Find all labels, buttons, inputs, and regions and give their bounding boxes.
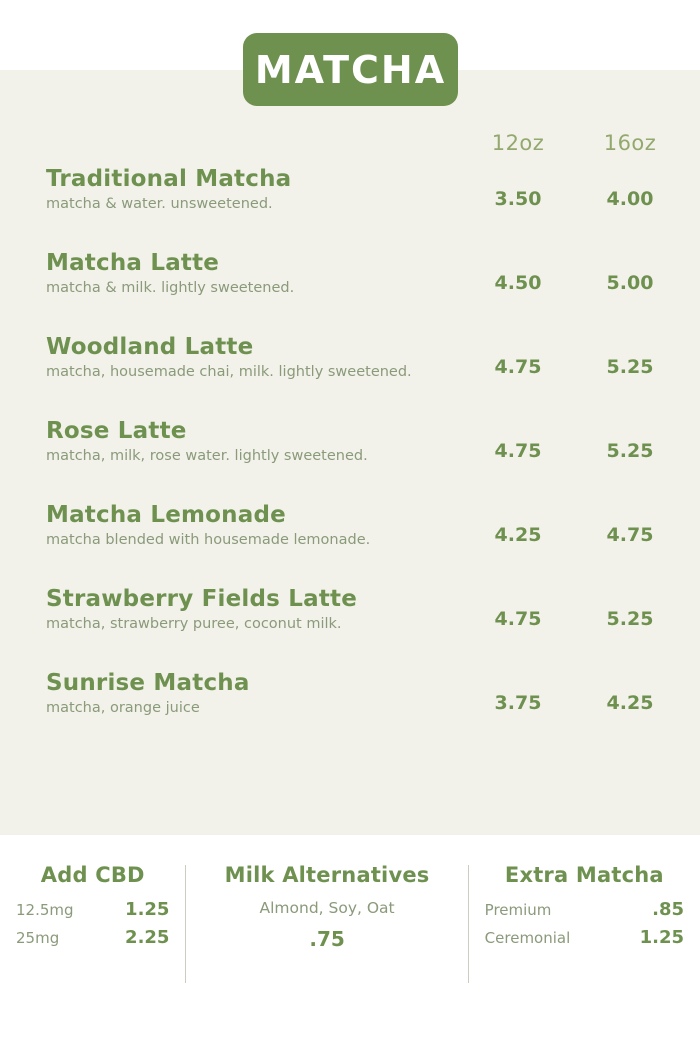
addon-price: 1.25 xyxy=(639,927,685,948)
menu-item-text xyxy=(0,166,460,215)
addon-group-title: Extra Matcha xyxy=(504,863,664,887)
menu-item xyxy=(0,414,700,498)
addon-label: 25mg xyxy=(16,929,60,947)
menu-item-description: matcha & water. unsweetened. xyxy=(46,196,273,213)
addon-group-extra-matcha xyxy=(469,845,700,955)
menu-item-description: matcha, milk, rose water. lightly sweetened. xyxy=(46,448,368,465)
milk-price: .75 xyxy=(309,927,345,951)
page-title: MATCHA xyxy=(254,47,447,92)
menu-item-price-16oz: 4.25 xyxy=(606,692,654,714)
menu-item-description: matcha, housemade chai, milk. lightly sweetened. xyxy=(46,364,412,381)
menu-item-price-12oz: 3.75 xyxy=(494,692,542,714)
column-header-12oz: 12oz xyxy=(491,131,545,155)
addon-price: 2.25 xyxy=(125,927,170,948)
menu-list xyxy=(0,162,700,750)
addon-group-title: Add CBD xyxy=(40,863,145,887)
menu-item-price-16oz: 5.25 xyxy=(606,440,654,462)
addon-label: Premium xyxy=(484,901,552,919)
addons-section xyxy=(0,845,700,1005)
addon-row xyxy=(0,899,185,920)
menu-item-name: Woodland Latte xyxy=(46,334,254,360)
menu-item-text xyxy=(0,502,460,551)
menu-item-description: matcha & milk. lightly sweetened. xyxy=(46,280,295,297)
menu-item xyxy=(0,162,700,246)
menu-item-text xyxy=(0,586,460,635)
menu-item-price-16oz: 5.25 xyxy=(606,608,654,630)
size-column-headers xyxy=(0,131,700,161)
menu-item xyxy=(0,666,700,750)
menu-title-badge xyxy=(243,33,458,106)
addon-row xyxy=(0,927,185,948)
menu-item-name: Matcha Lemonade xyxy=(46,502,286,528)
menu-item-description: matcha, orange juice xyxy=(46,700,200,717)
menu-item xyxy=(0,246,700,330)
menu-item xyxy=(0,498,700,582)
menu-item-name: Strawberry Fields Latte xyxy=(46,586,358,612)
menu-item-price-12oz: 4.75 xyxy=(494,608,542,630)
menu-item-text xyxy=(0,670,460,719)
addon-row xyxy=(469,899,700,920)
addon-group-cbd xyxy=(0,845,185,955)
menu-item-text xyxy=(0,418,460,467)
menu-item-description: matcha blended with housemade lemonade. xyxy=(46,532,371,549)
addon-price: 1.25 xyxy=(125,899,170,920)
menu-item xyxy=(0,330,700,414)
menu-item-price-12oz: 4.50 xyxy=(494,272,542,294)
addon-group-title: Milk Alternatives xyxy=(224,863,430,887)
menu-item-name: Traditional Matcha xyxy=(46,166,292,192)
menu-item-price-16oz: 5.25 xyxy=(606,356,654,378)
addon-label: Ceremonial xyxy=(484,929,571,947)
menu-item-name: Sunrise Matcha xyxy=(46,670,250,696)
menu-item-price-12oz: 4.75 xyxy=(494,440,542,462)
menu-item-price-12oz: 3.50 xyxy=(494,188,542,210)
addon-row xyxy=(469,927,700,948)
column-header-16oz: 16oz xyxy=(603,131,657,155)
addon-group-milk xyxy=(186,845,467,951)
menu-item-name: Matcha Latte xyxy=(46,250,220,276)
menu-item-price-16oz: 4.00 xyxy=(606,188,654,210)
menu-item-price-16oz: 5.00 xyxy=(606,272,654,294)
menu-item-text xyxy=(0,250,460,299)
addon-price: .85 xyxy=(652,899,685,920)
menu-item-price-12oz: 4.25 xyxy=(494,524,542,546)
menu-item-price-16oz: 4.75 xyxy=(606,524,654,546)
menu-item-description: matcha, strawberry puree, coconut milk. xyxy=(46,616,342,633)
addon-label: 12.5mg xyxy=(16,901,74,919)
menu-item-price-12oz: 4.75 xyxy=(494,356,542,378)
menu-item xyxy=(0,582,700,666)
menu-item-text xyxy=(0,334,460,383)
menu-item-name: Rose Latte xyxy=(46,418,187,444)
milk-options: Almond, Soy, Oat xyxy=(259,899,395,917)
